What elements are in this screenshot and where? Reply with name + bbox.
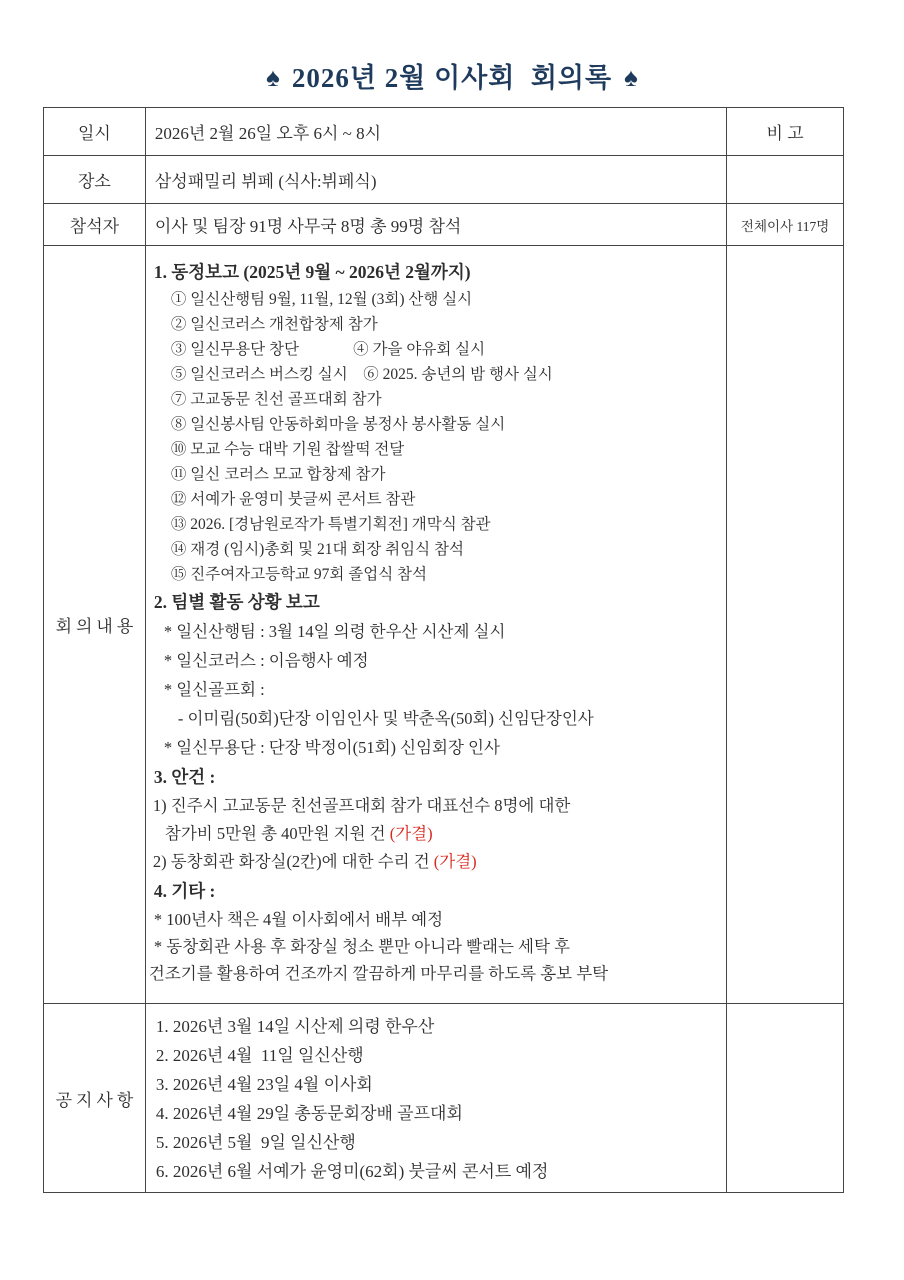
row-label-text: 장소	[78, 172, 111, 191]
minutes-line: ⑫ 서예가 윤영미 붓글씨 콘서트 참관	[170, 491, 416, 508]
table-row-place	[44, 156, 844, 204]
minutes-line: 2) 동창회관 화장실(2칸)에 대한 수리 건 (가결)	[152, 852, 477, 871]
spade-icon: ♠	[266, 63, 280, 92]
minutes-line: ② 일신코러스 개천합창제 참가	[170, 316, 378, 333]
minutes-line: ① 일신산행팀 9월, 11월, 12월 (3회) 산행 실시	[170, 291, 473, 308]
table-row-attendees	[44, 204, 844, 246]
page-title	[0, 56, 904, 95]
remark-cell-empty	[727, 246, 844, 1004]
notices-lines	[146, 1004, 727, 1193]
minutes-line: ⑬ 2026. [경남원로작가 특별기획전] 개막식 참관	[170, 516, 491, 533]
approved-badge-text: (가결)	[389, 824, 433, 843]
minutes-line: ⑭ 재경 (임시)총회 및 21대 회장 취임식 참석	[170, 541, 464, 558]
minutes-line: ⑦ 고교동문 친선 골프대회 참가	[170, 391, 382, 408]
notice-line: 2. 2026년 4월 11일 일신산행	[155, 1046, 364, 1065]
remark-cell-empty	[727, 1004, 844, 1193]
notice-line: 1. 2026년 3월 14일 시산제 의령 한우산	[155, 1017, 435, 1036]
minutes-line: 4. 기타 :	[153, 881, 216, 901]
row-label-text: 회의내용	[55, 617, 138, 636]
row-label-attendees	[44, 204, 146, 246]
minutes-line: 3. 안건 :	[153, 767, 216, 787]
minutes-line: * 일신코러스 : 이음행사 예정	[163, 651, 369, 670]
minutes-line: 건조기를 활용하여 건조까지 깔끔하게 마무리를 하도록 홍보 부탁	[148, 964, 609, 983]
row-label-text: 공지사항	[55, 1090, 138, 1110]
minutes-line: ⑧ 일신봉사팀 안동하회마을 봉정사 봉사활동 실시	[170, 416, 506, 433]
notice-line: 3. 2026년 4월 23일 4월 이사회	[155, 1075, 373, 1094]
remark-header	[727, 108, 844, 156]
minutes-table	[43, 107, 844, 1193]
row-label-text: 참석자	[69, 217, 120, 236]
approved-badge-text: (가결)	[433, 852, 477, 871]
minutes-line: ⑪ 일신 코러스 모교 합창제 참가	[170, 466, 386, 483]
minutes-line: ⑮ 진주여자고등학교 97회 졸업식 참석	[170, 566, 427, 583]
row-label-minutes	[44, 246, 146, 1004]
minutes-line: * 일신산행팀 : 3월 14일 의령 한우산 시산제 실시	[163, 622, 506, 641]
notice-line: 6. 2026년 6월 서예가 윤영미(62회) 붓글씨 콘서트 예정	[155, 1162, 549, 1181]
remark-header-text: 비 고	[766, 124, 804, 143]
minutes-line: * 일신골프회 :	[163, 680, 265, 699]
page-title-text: 2026년 2월 이사회 회의록	[291, 63, 613, 93]
row-label-text: 일시	[78, 124, 111, 143]
minutes-lines	[146, 246, 727, 1004]
row-label-datetime	[44, 108, 146, 156]
minutes-line: 1) 진주시 고교동문 친선골프대회 참가 대표선수 8명에 대한	[152, 796, 571, 815]
minutes-line: 참가비 5만원 총 40만원 지원 건 (가결)	[164, 824, 433, 843]
table-row-notices	[44, 1004, 844, 1193]
remark-total-directors-text: 전체이사 117명	[740, 218, 830, 234]
minutes-line: ③ 일신무용단 창단 ④ 가을 야유회 실시	[170, 341, 486, 358]
attendees-text: 이사 및 팀장 91명 사무국 8명 총 99명 참석	[154, 217, 462, 236]
attendees-value	[146, 204, 727, 246]
table-row-datetime	[44, 108, 844, 156]
minutes-line: * 100년사 책은 4월 이사회에서 배부 예정	[153, 910, 444, 929]
place-value	[146, 156, 727, 204]
minutes-line: 1. 동정보고 (2025년 9월 ~ 2026년 2월까지)	[153, 262, 471, 282]
remark-cell-empty	[727, 156, 844, 204]
spade-icon: ♠	[624, 63, 638, 92]
table-row-minutes	[44, 246, 844, 1004]
row-label-place	[44, 156, 146, 204]
datetime-value	[146, 108, 727, 156]
minutes-line: - 이미림(50회)단장 이임인사 및 박춘옥(50회) 신임단장인사	[177, 709, 594, 728]
remark-total-directors	[727, 204, 844, 246]
minutes-line: * 동창회관 사용 후 화장실 청소 뿐만 아니라 빨래는 세탁 후	[153, 937, 570, 956]
minutes-line: ⑤ 일신코러스 버스킹 실시 ⑥ 2025. 송년의 밤 행사 실시	[170, 366, 553, 383]
datetime-text: 2026년 2월 26일 오후 6시 ~ 8시	[154, 124, 382, 143]
place-text: 삼성패밀리 뷔페 (식사:뷔페식)	[154, 172, 377, 191]
minutes-line: 2. 팀별 활동 상황 보고	[153, 592, 320, 612]
notice-line: 5. 2026년 5월 9일 일신산행	[155, 1133, 356, 1152]
row-label-notices	[44, 1004, 146, 1193]
minutes-line: * 일신무용단 : 단장 박정이(51회) 신임회장 인사	[163, 738, 500, 757]
notice-line: 4. 2026년 4월 29일 총동문회장배 골프대회	[155, 1104, 463, 1123]
minutes-line: ⑩ 모교 수능 대박 기원 찹쌀떡 전달	[170, 441, 405, 458]
